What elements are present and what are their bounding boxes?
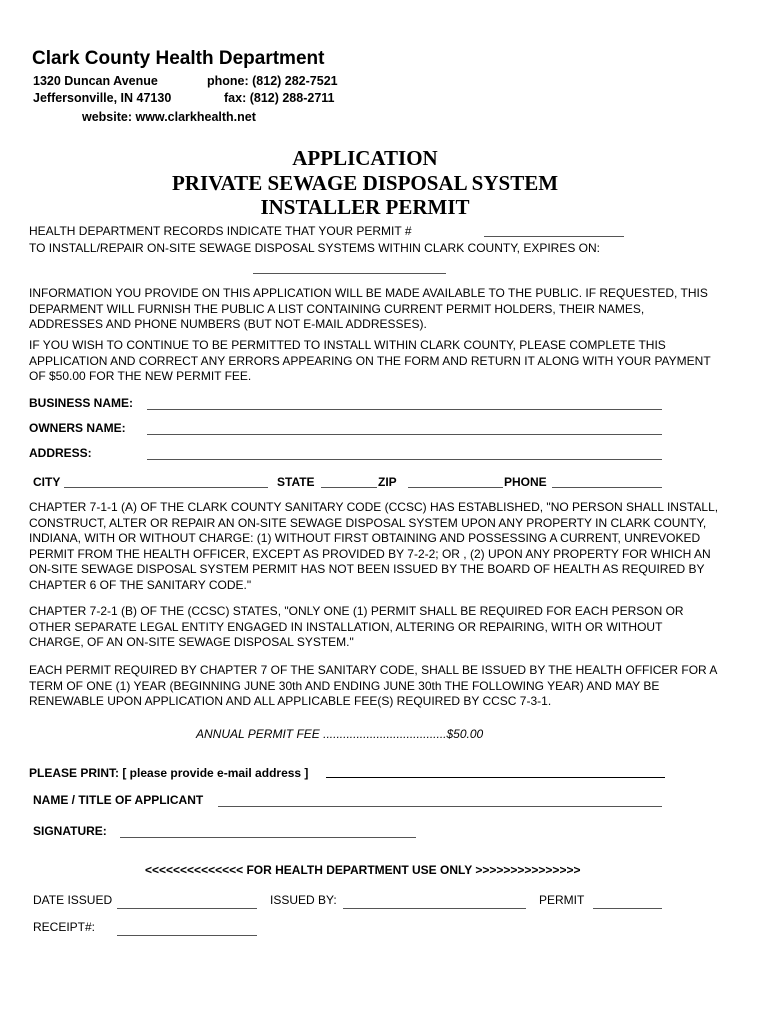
business-name-field[interactable] xyxy=(147,409,662,410)
permit-number-field[interactable] xyxy=(484,236,624,237)
address-label: ADDRESS: xyxy=(29,446,92,460)
date-issued-field[interactable] xyxy=(117,908,257,909)
state-field[interactable] xyxy=(321,487,377,488)
permit-number-label: HEALTH DEPARTMENT RECORDS INDICATE THAT YOUR PERMIT # xyxy=(29,224,412,238)
city-label: CITY xyxy=(33,475,61,489)
receipt-field[interactable] xyxy=(117,935,257,936)
city-field[interactable] xyxy=(64,487,268,488)
owners-name-field[interactable] xyxy=(147,434,662,435)
chapter-7-1-1-paragraph: CHAPTER 7-1-1 (A) OF THE CLARK COUNTY SANITARY CODE (CCSC) HAS ESTABLISHED, "NO PERSON SHALL INSTALL, CONSTRUCT, ALTER OR REPAIR AN ON-SITE SEWAGE DISPOSAL SYSTEM UPON ANY PROPERTY IN CLARK COUNTY, INDIANA, WITH OR WITHOUT CHARGE: (1) WITHOUT FIRST OBTAINING AND POSSESSING A CURRENT, UNREVOKED PERMIT FROM THE HEALTH OFFICER, EXCEPT AS PROVIDED BY 7-2-2; OR , (2) UPON ANY PROPERTY FOR WHICH AN ON-SITE SEWAGE DISPOSAL SYSTEM PERMIT HAS NOT BEEN ISSUED BY THE BOARD OF HEALTH AS REQUIRED BY CHAPTER 6 OF THE SANITARY CODE." xyxy=(29,500,719,592)
state-label: STATE xyxy=(277,475,315,489)
owners-name-label: OWNERS NAME: xyxy=(29,421,126,435)
zip-field[interactable] xyxy=(408,487,503,488)
permit-field[interactable] xyxy=(593,908,662,909)
organization-name: Clark County Health Department xyxy=(32,48,325,69)
website: website: www.clarkhealth.net xyxy=(82,110,256,124)
date-issued-label: DATE ISSUED xyxy=(33,893,113,907)
form-title-line2: PRIVATE SEWAGE DISPOSAL SYSTEM xyxy=(171,171,559,195)
permit-term-paragraph: EACH PERMIT REQUIRED BY CHAPTER 7 OF THE SANITARY CODE, SHALL BE ISSUED BY THE HEALTH OFFICER FOR A TERM OF ONE (1) YEAR (BEGINNING JUNE 30th AND ENDING JUNE 30th THE FOLLOWING YEAR) AND MAY BE RENEWABLE UPON APPLICATION AND ALL APPLICABLE FEE(S) REQUIRED BY CCSC 7-3-1. xyxy=(29,663,717,708)
city-state-zip: Jeffersonville, IN 47130 xyxy=(33,91,172,105)
receipt-label: RECEIPT#: xyxy=(33,920,96,934)
email-field[interactable] xyxy=(326,777,665,778)
street-address: 1320 Duncan Avenue xyxy=(33,74,158,88)
form-title-line3: INSTALLER PERMIT xyxy=(260,195,470,219)
applicant-name-title-label: NAME / TITLE OF APPLICANT xyxy=(33,793,204,807)
office-use-header: <<<<<<<<<<<<<< FOR HEALTH DEPARTMENT USE ONLY >>>>>>>>>>>>>>> xyxy=(145,863,581,877)
issued-by-field[interactable] xyxy=(343,908,526,909)
signature-field[interactable] xyxy=(120,837,416,838)
email-label: PLEASE PRINT: [ please provide e-mail address ] xyxy=(29,766,309,780)
address-field[interactable] xyxy=(147,459,662,460)
issued-by-label: ISSUED BY: xyxy=(270,893,337,907)
applicant-name-title-field[interactable] xyxy=(218,806,662,807)
phone-field[interactable] xyxy=(552,487,662,488)
expiration-date-field[interactable] xyxy=(253,273,446,274)
annual-permit-fee: ANNUAL PERMIT FEE .....................................$50.00 xyxy=(196,727,484,741)
continue-instructions-paragraph: IF YOU WISH TO CONTINUE TO BE PERMITTED TO INSTALL WITHIN CLARK COUNTY, PLEASE COMPLETE THIS APPLICATION AND CORRECT ANY ERRORS APPEARING ON THE FORM AND RETURN IT ALONG WITH YOUR PAYMENT OF $50.00 FOR THE NEW PERMIT FEE. xyxy=(29,338,711,383)
permit-label: PERMIT xyxy=(539,893,585,907)
fax-number: fax: (812) 288-2711 xyxy=(224,91,335,105)
phone-label: PHONE xyxy=(504,475,547,489)
phone-number: phone: (812) 282-7521 xyxy=(207,74,338,88)
zip-label: ZIP xyxy=(378,475,397,489)
signature-label: SIGNATURE: xyxy=(33,824,107,838)
business-name-label: BUSINESS NAME: xyxy=(29,396,134,410)
public-information-paragraph: INFORMATION YOU PROVIDE ON THIS APPLICATION WILL BE MADE AVAILABLE TO THE PUBLIC. IF REQUESTED, THIS DEPARMENT WILL FURNISH THE PUBLIC A LIST CONTAINING CURRENT PERMIT HOLDERS, THEIR NAMES, ADDRESSES AND PHONE NUMBERS (BUT NOT E-MAIL ADDRESSES). xyxy=(29,286,708,331)
chapter-7-2-1-paragraph: CHAPTER 7-2-1 (B) OF THE (CCSC) STATES, "ONLY ONE (1) PERMIT SHALL BE REQUIRED FOR EACH PERSON OR OTHER SEPARATE LEGAL ENTITY ENGAGED IN INSTALLATION, ALTERING OR REPAIRING, WITH OR WITHOUT CHARGE, OF AN ON-SITE SEWAGE DISPOSAL SYSTEM." xyxy=(29,604,684,649)
form-title-line1: APPLICATION xyxy=(292,146,438,170)
expires-on-label: TO INSTALL/REPAIR ON-SITE SEWAGE DISPOSAL SYSTEMS WITHIN CLARK COUNTY, EXPIRES ON: xyxy=(29,241,601,255)
